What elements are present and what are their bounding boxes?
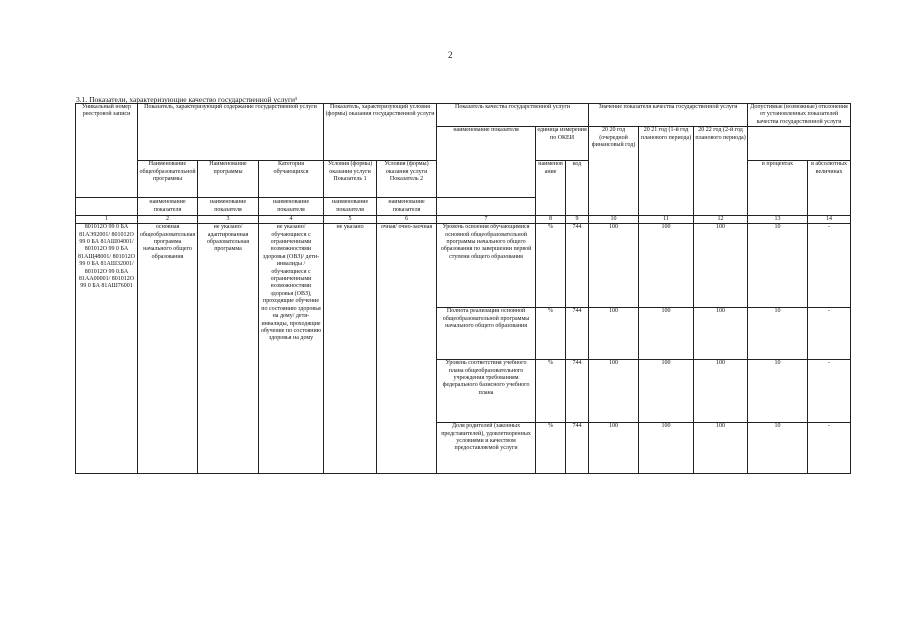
deviation-percent: 10 [748, 308, 808, 360]
col-number-9: 9 [566, 216, 589, 224]
header-unit-name: наименование [536, 161, 566, 216]
value-year3: 100 [694, 423, 748, 474]
value-year1: 100 [589, 423, 639, 474]
value-year3: 100 [694, 360, 748, 423]
header-content2: Наименование программы [198, 161, 259, 198]
indicator-name: Доля родителей (законных представителей), удовлетворенных условиями и качеством предоставляемой услуги [437, 423, 536, 474]
deviation-percent: 10 [748, 423, 808, 474]
deviation-absolute: - [808, 224, 851, 308]
col-number-7: 7 [437, 216, 536, 224]
unit-code: 744 [566, 360, 589, 423]
indicator-name: Полнота реализации основной общеобразовательной программы начального общего образования [437, 308, 536, 360]
unit-code: 744 [566, 423, 589, 474]
value-year1: 100 [589, 224, 639, 308]
section-title: 3.1. Показатели, характеризующие качество государственной услуги¹ [76, 95, 298, 104]
unit-code: 744 [566, 224, 589, 308]
page-number: 2 [448, 50, 453, 60]
header-year2: 20 21 год (1-й год планового периода) [639, 127, 694, 216]
col-number-5: 5 [324, 216, 377, 224]
indicator-name: Уровень соответствия учебного плана общеобразовательного учреждения требованиям федерального базисного учебного плана [437, 360, 536, 423]
header-name-label-3: наименование показателя [198, 198, 259, 216]
indicator-name: Уровень освоения обучающимися основной общеобразовательной программы начального общего образования по завершении первой ступени общего образования [437, 224, 536, 308]
col-number-13: 13 [748, 216, 808, 224]
header-quality-group: Показатель качества государственной услуги [437, 104, 589, 127]
program-type: основная общеобразовательная программа начального общего образования [138, 224, 198, 474]
header-content3: Категория обучающихся [259, 161, 324, 198]
registry-numbers: 801012О 99 0 БА 81АЭ92001/ 801012О 99 0 БА 81АШ04001/ 801012О 99 0 БА 81АЩ48001/ 801012О 99 0 БА 81АШ32001/ 801012О 99 0.БА 81АА00001/ 801012О 99 0 БА 81АШ76001 [76, 224, 138, 474]
condition-2: очная/ очно-заочная [377, 224, 437, 474]
unit-name: % [536, 360, 566, 423]
col-number-8: 8 [536, 216, 566, 224]
header-values-group: Значение показателя качества государственной услуги [589, 104, 748, 127]
header-name-label-5: наименование показателя [324, 198, 377, 216]
header-deviation-spacer [748, 127, 851, 161]
unit-name: % [536, 308, 566, 360]
deviation-absolute: - [808, 360, 851, 423]
header-name-label-4: наименование показателя [259, 198, 324, 216]
header-registry: Уникальный номер реестровой записи [76, 104, 138, 198]
header-conditions-group: Показатель, характеризующий условия (формы) оказания государственной услуги [324, 104, 437, 161]
col-number-2: 2 [138, 216, 198, 224]
header-deviation-group: Допустимые (возможные) отклонения от установленных показателей качества государственной услуги [748, 104, 851, 127]
value-year2: 100 [639, 360, 694, 423]
header-content1: Наименование общеобразовательной программы [138, 161, 198, 198]
header-registry-spacer [76, 198, 138, 216]
header-content-group: Показатель, характеризующий содержание государственной услуги [138, 104, 324, 161]
value-year2: 100 [639, 224, 694, 308]
student-category: не указано/ обучающиеся с ограниченными возможностями здоровья (ОВЗ)/ дети-инвалиды / обучающиеся с ограниченными возможностями здоровья (ОВЗ), проходящие обучение по состоянию здоровья на дому/ дети-инвалиды, проходящие обучение по состоянию здоровья на дому [259, 224, 324, 474]
header-indicator-name: наименование показателя [437, 127, 536, 198]
value-year2: 100 [639, 423, 694, 474]
unit-code: 744 [566, 308, 589, 360]
col-number-14: 14 [808, 216, 851, 224]
header-cond1: Условия (формы) оказания услуги Показатель 1 [324, 161, 377, 198]
header-in-percent: в процентах [748, 161, 808, 216]
deviation-absolute: - [808, 423, 851, 474]
unit-name: % [536, 224, 566, 308]
col-number-6: 6 [377, 216, 437, 224]
header-year3: 20 22 год (2-й год планового периода) [694, 127, 748, 216]
unit-name: % [536, 423, 566, 474]
quality-indicators-table [75, 103, 851, 474]
deviation-percent: 10 [748, 360, 808, 423]
header-name-label-2: наименование показателя [138, 198, 198, 216]
value-year1: 100 [589, 360, 639, 423]
col-number-11: 11 [639, 216, 694, 224]
deviation-percent: 10 [748, 224, 808, 308]
col-number-4: 4 [259, 216, 324, 224]
header-unit-okei: единица измерения по ОКЕИ [536, 127, 589, 161]
program-name: не указано/ адаптированная образовательная программа [198, 224, 259, 474]
condition-1: не указано [324, 224, 377, 474]
header-name-label-6: наименование показателя [377, 198, 437, 216]
header-indicator-spacer [437, 198, 536, 216]
col-number-3: 3 [198, 216, 259, 224]
col-number-12: 12 [694, 216, 748, 224]
header-unit-code: код [566, 161, 589, 216]
header-year1: 20 20 год (очередной финансовый год) [589, 127, 639, 216]
value-year3: 100 [694, 308, 748, 360]
col-number-10: 10 [589, 216, 639, 224]
header-in-absolute: в абсолютных величинах [808, 161, 851, 216]
value-year2: 100 [639, 308, 694, 360]
value-year3: 100 [694, 224, 748, 308]
header-cond2: Условия (формы) оказания услуги Показатель 2 [377, 161, 437, 198]
value-year1: 100 [589, 308, 639, 360]
col-number-1: 1 [76, 216, 138, 224]
deviation-absolute: - [808, 308, 851, 360]
